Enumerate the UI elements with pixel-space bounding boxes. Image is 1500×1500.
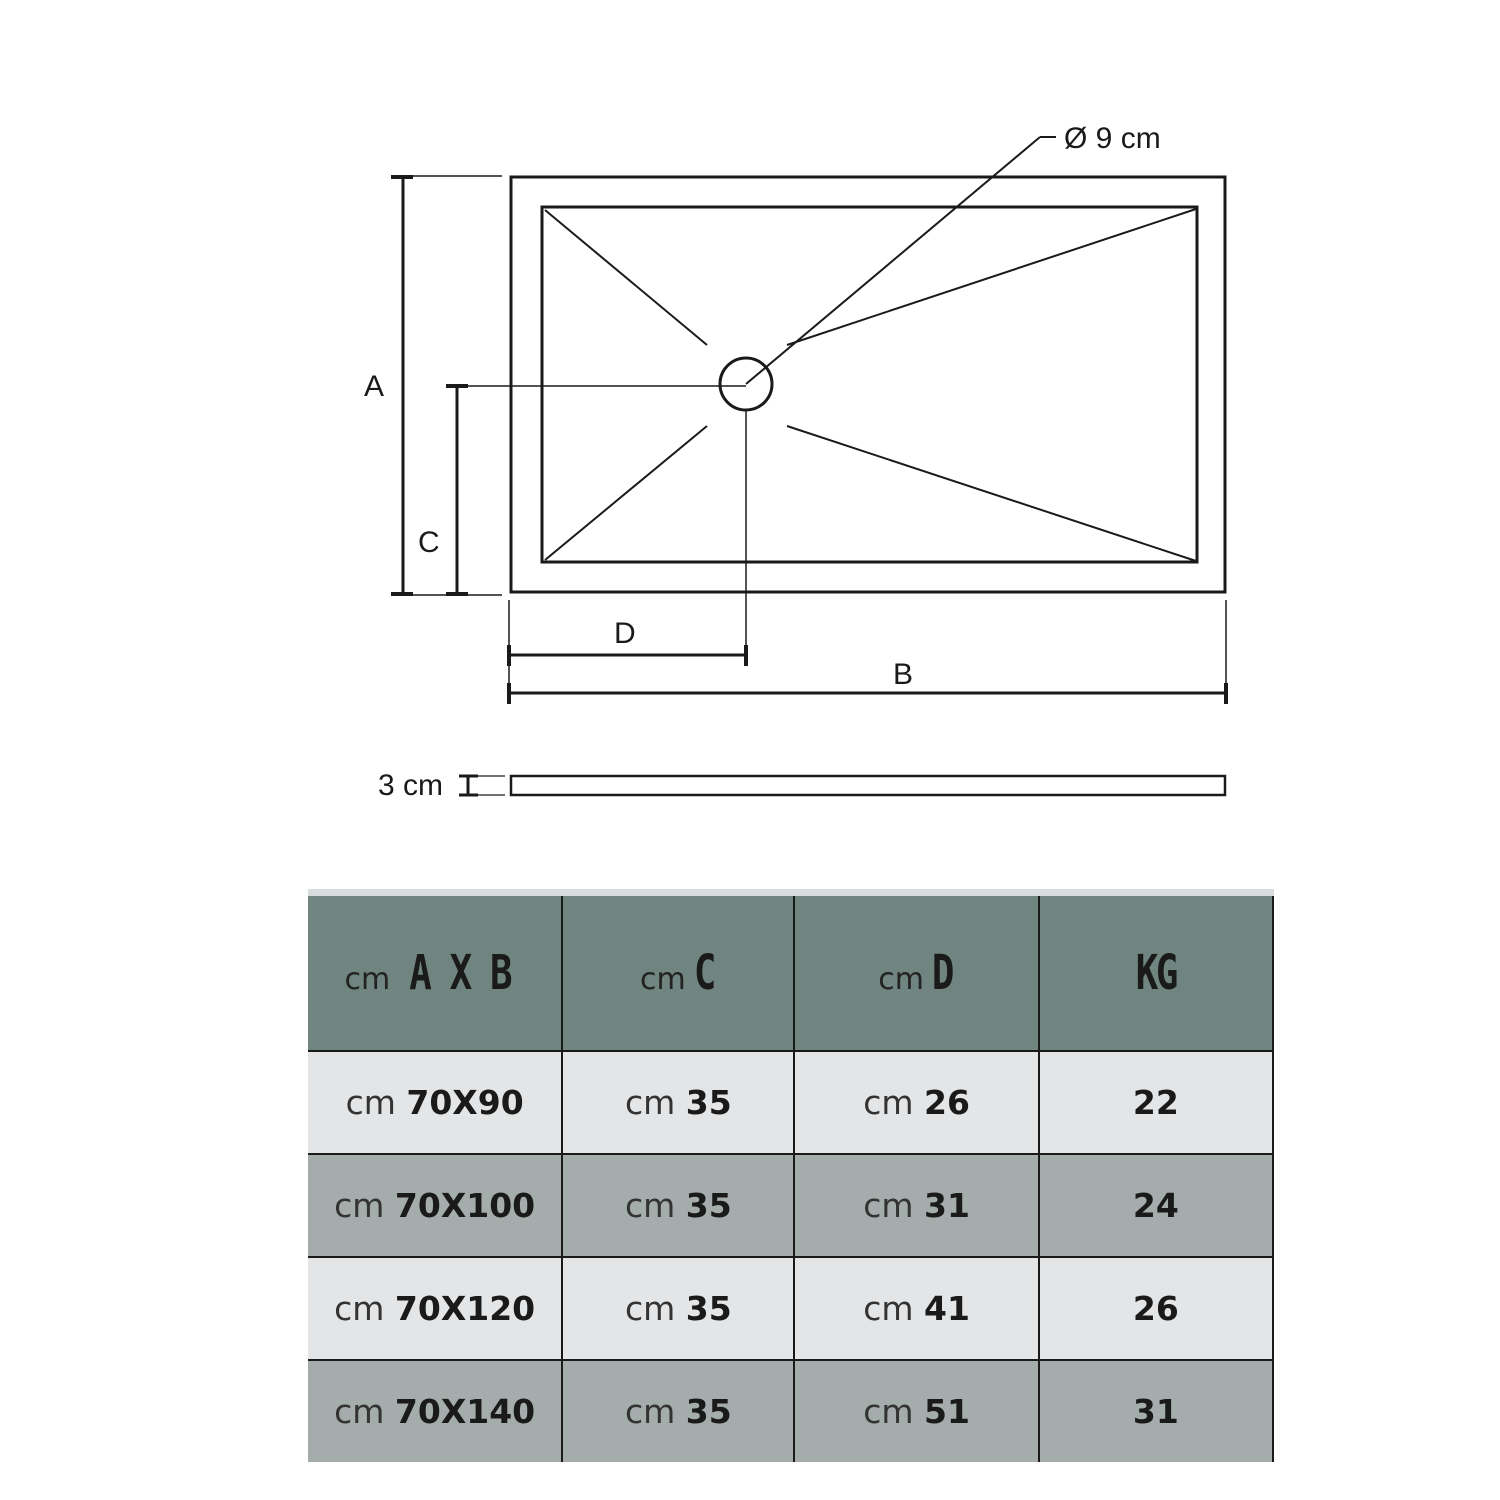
table-header-row bbox=[308, 896, 1273, 1051]
slope-line bbox=[787, 209, 1196, 345]
tray-outline bbox=[511, 177, 1225, 592]
cell-d: cm 41 bbox=[794, 1257, 1038, 1360]
cell-kg: 22 bbox=[1039, 1051, 1273, 1154]
basin-outline bbox=[542, 207, 1197, 562]
cell-axb: cm 70X90 bbox=[308, 1051, 562, 1154]
table-row bbox=[308, 1051, 1273, 1154]
slope-line bbox=[545, 426, 707, 560]
cell-kg: 31 bbox=[1039, 1360, 1273, 1462]
table-row bbox=[308, 1360, 1273, 1462]
slope-line bbox=[787, 426, 1196, 561]
cell-axb: cm 70X100 bbox=[308, 1154, 562, 1257]
cell-c: cm 35 bbox=[562, 1051, 794, 1154]
slope-line bbox=[545, 210, 707, 345]
header-kg: KG bbox=[1039, 896, 1273, 1051]
cell-axb: cm 70X140 bbox=[308, 1360, 562, 1462]
dim-a-label: A bbox=[364, 370, 385, 403]
diameter-leader-line bbox=[746, 137, 1040, 384]
thickness-label: 3 cm bbox=[378, 769, 444, 802]
cell-d: cm 31 bbox=[794, 1154, 1038, 1257]
header-c: cm C bbox=[562, 896, 794, 1051]
cell-kg: 26 bbox=[1039, 1257, 1273, 1360]
cell-c: cm 35 bbox=[562, 1360, 794, 1462]
dim-d-label: D bbox=[614, 617, 636, 650]
table-top-border bbox=[308, 889, 1274, 896]
dim-c-label: C bbox=[418, 526, 440, 559]
drain-diameter-label: Ø 9 cm bbox=[1064, 122, 1161, 155]
table-row bbox=[308, 1257, 1273, 1360]
cell-c: cm 35 bbox=[562, 1257, 794, 1360]
cell-c: cm 35 bbox=[562, 1154, 794, 1257]
cell-axb: cm 70X120 bbox=[308, 1257, 562, 1360]
cell-d: cm 51 bbox=[794, 1360, 1038, 1462]
header-d: cm D bbox=[794, 896, 1038, 1051]
dim-b-label: B bbox=[893, 658, 914, 691]
cell-kg: 24 bbox=[1039, 1154, 1273, 1257]
table-row bbox=[308, 1154, 1273, 1257]
header-axb: cm A X B bbox=[308, 896, 562, 1051]
cell-d: cm 26 bbox=[794, 1051, 1038, 1154]
dimensions-table bbox=[308, 896, 1274, 1462]
tray-side-profile bbox=[511, 776, 1225, 795]
